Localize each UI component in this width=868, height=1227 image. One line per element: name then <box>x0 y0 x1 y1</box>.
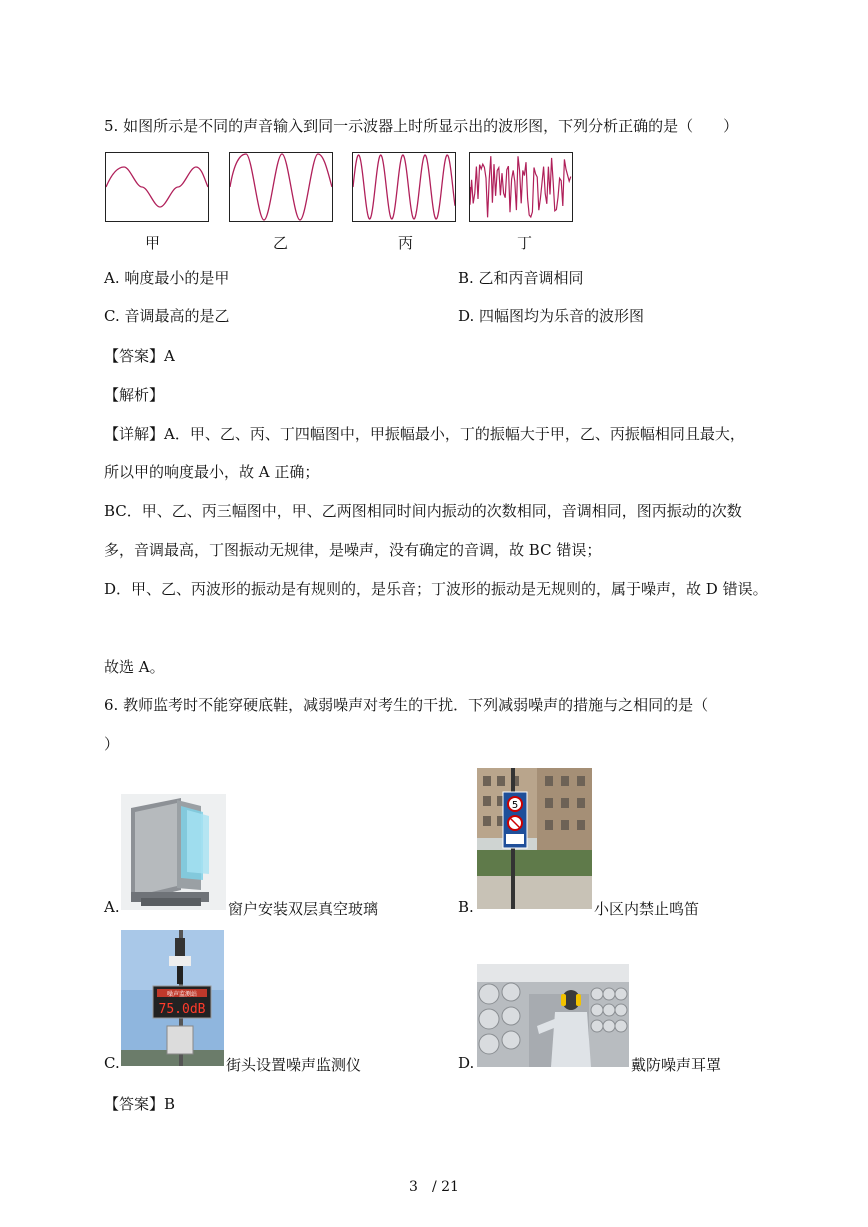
waveform-yi <box>229 152 333 222</box>
q5-analysis-title: 【解析】 <box>104 386 165 404</box>
waveform-jia <box>105 152 209 222</box>
noise-monitor-image <box>121 930 224 1066</box>
q5-option-b: B. 乙和丙音调相同 <box>458 269 584 287</box>
meter-title: 噪声监测站 <box>166 991 198 998</box>
q6-stem-line-2: ） <box>104 735 120 753</box>
q6-answer: 【答案】B <box>104 1095 176 1113</box>
wave-label-yi: 乙 <box>273 234 289 252</box>
waveform-bing <box>352 152 456 222</box>
window-glass-image <box>121 794 226 910</box>
no-horn-sign-image <box>477 768 592 909</box>
q5-option-c: C. 音调最高的是乙 <box>104 307 230 325</box>
q5-option-d: D. 四幅图均为乐音的波形图 <box>458 307 645 325</box>
q5-answer: 【答案】A <box>104 347 175 365</box>
q6-option-b-letter: B. <box>458 898 474 916</box>
q6-option-c-letter: C. <box>104 1054 120 1072</box>
wave-label-bing: 丙 <box>398 234 414 252</box>
q5-option-a: A. 响度最小的是甲 <box>104 269 230 287</box>
q6-stem-line-1: 6. 教师监考时不能穿硬底鞋，减弱噪声对考生的干扰．下列减弱噪声的措施与之相同的是（ <box>104 696 709 714</box>
wave-label-jia: 甲 <box>145 234 161 252</box>
q6-option-d-letter: D. <box>458 1054 475 1072</box>
speed-sign-number: 5 <box>511 800 519 811</box>
earmuff-worker-image <box>477 964 629 1067</box>
q5-detail-line-4: 多，音调最高，丁图振动无规律，是噪声，没有确定的音调，故 BC 错误； <box>104 541 602 559</box>
q5-detail-line-3: BC．甲、乙、丙三幅图中，甲、乙两图相同时间内振动的次数相同，音调相同，图丙振动的次数 <box>104 502 742 520</box>
q6-option-b-text: 小区内禁止鸣笛 <box>594 900 700 918</box>
q5-conclusion: 故选 A。 <box>104 658 165 676</box>
q5-detail-line-2: 所以甲的响度最小，故 A 正确； <box>104 463 320 481</box>
q5-stem: 5. 如图所示是不同的声音输入到同一示波器上时所显示出的波形图，下列分析正确的是（ ） <box>104 117 739 135</box>
wave-label-ding: 丁 <box>517 234 533 252</box>
q6-option-a-letter: A. <box>104 898 120 916</box>
q6-option-a-text: 窗户安装双层真空玻璃 <box>228 900 379 918</box>
waveform-ding <box>469 152 573 222</box>
page-number: 3 / 21 <box>409 1179 459 1195</box>
q5-detail-line-1: 【详解】A．甲、乙、丙、丁四幅图中，甲振幅最小，丁的振幅大于甲，乙、丙振幅相同且最大， <box>104 425 745 443</box>
q6-option-c-text: 街头设置噪声监测仪 <box>226 1056 362 1074</box>
meter-reading: 75.0dB <box>158 1002 206 1017</box>
q5-detail-line-5: D．甲、乙、丙波形的振动是有规则的，是乐音；丁波形的振动是无规则的，属于噪声，故 D 错误。 <box>104 580 768 598</box>
q6-option-d-text: 戴防噪声耳罩 <box>631 1056 722 1074</box>
